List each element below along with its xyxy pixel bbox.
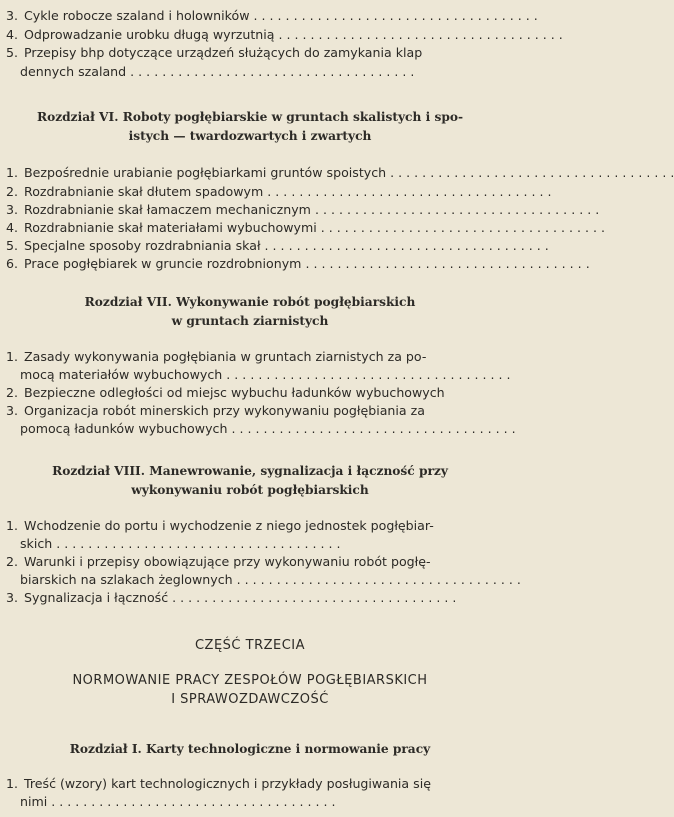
toc-entry[interactable] bbox=[6, 163, 674, 182]
entry-text: Rozdrabnianie skał dłutem spadowym bbox=[24, 184, 264, 199]
entry-text: Prace pogłębiarek w gruncie rozdrobnionym bbox=[24, 256, 302, 271]
leader-dots: . . . . . . . . . . . . . . . . . . . . . . . . . . . . . . . . . . . . bbox=[56, 536, 341, 551]
entry-number: 2. bbox=[6, 184, 19, 199]
entry-number: 5. bbox=[6, 45, 19, 60]
part-title: I SPRAWOZDAWCZOŚĆ bbox=[171, 692, 329, 707]
toc-entry[interactable] bbox=[6, 516, 492, 535]
toc-entry[interactable] bbox=[6, 383, 492, 402]
leader-dots: . . . . . . . . . . . . . . . . . . . . . . . . . . . . . . . . . . . . bbox=[320, 220, 606, 235]
chapter-heading: Rozdział VII. Wykonywanie robót pogłębiarskich bbox=[84, 295, 416, 309]
leader-dots: . . . . . . . . . . . . . . . . . . . . . . . . . . . . . . . . . . . . bbox=[236, 572, 521, 587]
toc-entry[interactable] bbox=[6, 182, 552, 201]
toc-entry-continuation bbox=[20, 62, 492, 81]
entry-text: biarskich na szlakach żeglownych bbox=[20, 572, 233, 587]
entry-text: pomocą ładunków wybuchowych bbox=[20, 421, 228, 436]
chapter-heading: Rozdział VIII. Manewrowanie, sygnalizacja i łączność przy bbox=[52, 464, 448, 478]
entry-number: 1. bbox=[6, 349, 19, 364]
leader-dots: . . . . . . . . . . . . . . . . . . . . . . . . . . . . . . . . . . . . bbox=[267, 184, 552, 199]
toc-entry[interactable] bbox=[6, 200, 600, 219]
toc-entry[interactable] bbox=[6, 347, 492, 366]
entry-number: 2. bbox=[6, 554, 19, 569]
entry-text: Rozdrabnianie skał łamaczem mechanicznym bbox=[24, 202, 311, 217]
leader-dots: . . . . . . . . . . . . . . . . . . . . . . . . . . . . . . . . . . . . bbox=[253, 8, 538, 23]
leader-dots: . . . . . . . . . . . . . . . . . . . . . . . . . . . . . . . . . . . . bbox=[314, 202, 600, 217]
chapter-heading: istych — twardozwartych i zwartych bbox=[128, 129, 372, 143]
leader-dots: . . . . . . . . . . . . . . . . . . . . . . . . . . . . . . . . . . . . bbox=[264, 238, 549, 253]
entry-number: 3. bbox=[6, 202, 19, 217]
entry-number: 5. bbox=[6, 238, 19, 253]
leader-dots: . . . . . . . . . . . . . . . . . . . . . . . . . . . . . . . . . . . . bbox=[130, 64, 415, 79]
toc-entry-continuation bbox=[20, 365, 511, 384]
toc-entry[interactable] bbox=[6, 43, 492, 62]
entry-text: Przepisy bhp dotyczące urządzeń służących do zamykania klap bbox=[24, 45, 423, 60]
toc-entry-continuation bbox=[20, 570, 521, 589]
toc-entry[interactable] bbox=[6, 218, 606, 237]
leader-dots: . . . . . . . . . . . . . . . . . . . . . . . . . . . . . . . . . . . . bbox=[390, 165, 674, 180]
chapter-heading: w gruntach ziarnistych bbox=[171, 314, 329, 328]
entry-number: 4. bbox=[6, 27, 19, 42]
toc-entry[interactable] bbox=[6, 401, 492, 420]
leader-dots: . . . . . . . . . . . . . . . . . . . . . . . . . . . . . . . . . . . . bbox=[51, 794, 336, 809]
toc-entry-continuation bbox=[20, 419, 516, 438]
toc-entry-continuation bbox=[20, 792, 492, 811]
leader-dots: . . . . . . . . . . . . . . . . . . . . . . . . . . . . . . . . . . . . bbox=[226, 367, 511, 382]
toc-entry[interactable] bbox=[6, 588, 492, 607]
leader-dots: . . . . . . . . . . . . . . . . . . . . . . . . . . . . . . . . . . . . bbox=[305, 256, 590, 271]
entry-number: 3. bbox=[6, 403, 19, 418]
entry-number: 1. bbox=[6, 518, 19, 533]
entry-number: 6. bbox=[6, 256, 19, 271]
chapter-heading: Rozdział I. Karty technologiczne i normowanie pracy bbox=[69, 742, 431, 756]
entry-text: dennych szaland bbox=[20, 64, 127, 79]
leader-dots: . . . . . . . . . . . . . . . . . . . . . . . . . . . . . . . . . . . . bbox=[231, 421, 516, 436]
part-title: NORMOWANIE PRACY ZESPOŁÓW POGŁĘBIARSKICH bbox=[72, 673, 428, 688]
entry-number: 1. bbox=[6, 776, 19, 791]
toc-entry[interactable] bbox=[6, 254, 590, 273]
entry-number: 3. bbox=[6, 8, 19, 23]
entry-text: Bezpieczne odległości od miejsc wybuchu ładunków wybuchowych bbox=[24, 385, 445, 400]
toc-entry[interactable] bbox=[6, 236, 549, 255]
toc-entry[interactable] bbox=[6, 552, 492, 571]
part-label: CZĘŚĆ TRZECIA bbox=[194, 638, 306, 653]
entry-text: Organizacja robót minerskich przy wykonywaniu pogłębiania za bbox=[24, 403, 425, 418]
entry-text: Warunki i przepisy obowiązujące przy wykonywaniu robót pogłę- bbox=[24, 554, 431, 569]
entry-text: Sygnalizacja i łączność bbox=[24, 590, 169, 605]
entry-text: Bezpośrednie urabianie pogłębiarkami gruntów spoistych bbox=[24, 165, 387, 180]
entry-text: Specjalne sposoby rozdrabniania skał bbox=[24, 238, 261, 253]
entry-text: nimi bbox=[20, 794, 48, 809]
entry-number: 3. bbox=[6, 590, 19, 605]
toc-entry-continuation bbox=[20, 534, 492, 553]
entry-number: 2. bbox=[6, 385, 19, 400]
entry-text: Cykle robocze szaland i holowników bbox=[24, 8, 250, 23]
leader-dots: . . . . . . . . . . . . . . . . . . . . . . . . . . . . . . . . . . . . bbox=[172, 590, 457, 605]
chapter-heading: Rozdział VI. Roboty pogłębiarskie w gruntach skalistych i spo- bbox=[36, 110, 464, 124]
toc-entry[interactable] bbox=[6, 6, 538, 25]
toc-entry[interactable] bbox=[6, 774, 492, 793]
entry-text: Rozdrabnianie skał materiałami wybuchowymi bbox=[24, 220, 317, 235]
entry-text: Treść (wzory) kart technologicznych i przykłady posługiwania się bbox=[24, 776, 431, 791]
entry-number: 1. bbox=[6, 165, 19, 180]
entry-text: Zasady wykonywania pogłębiania w gruntach ziarnistych za po- bbox=[24, 349, 427, 364]
toc-entry[interactable] bbox=[6, 25, 563, 44]
chapter-heading: wykonywaniu robót pogłębiarskich bbox=[131, 483, 369, 497]
entry-text: Wchodzenie do portu i wychodzenie z niego jednostek pogłębiar- bbox=[24, 518, 434, 533]
entry-text: Odprowadzanie urobku długą wyrzutnią bbox=[24, 27, 275, 42]
entry-text: mocą materiałów wybuchowych bbox=[20, 367, 223, 382]
entry-text: skich bbox=[20, 536, 53, 551]
entry-number: 4. bbox=[6, 220, 19, 235]
leader-dots: . . . . . . . . . . . . . . . . . . . . . . . . . . . . . . . . . . . . bbox=[278, 27, 563, 42]
